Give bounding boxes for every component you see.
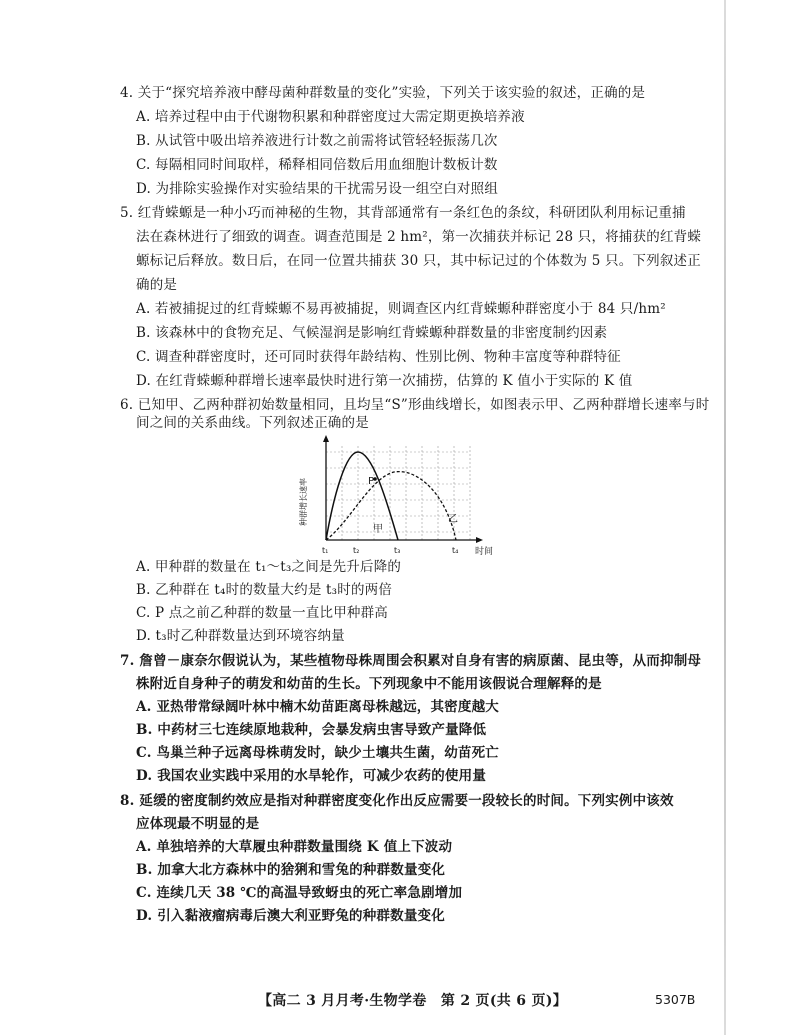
q6-option-a: A. 甲种群的数量在 t₁～t₃之间是先升后降的 xyxy=(136,559,402,575)
tick-t3: t₃ xyxy=(394,546,401,555)
tick-t1: t₁ xyxy=(322,546,329,555)
q8-stem-line-2: 应体现最不明显的是 xyxy=(136,816,260,832)
q4-option-a: A. 培养过程中由于代谢物积累和种群密度过大需定期更换培养液 xyxy=(136,109,525,125)
q7-option-b: B. 中药材三七连续原地栽种，会暴发病虫害导致产量降低 xyxy=(136,722,487,738)
q5-stem-line-4: 确的是 xyxy=(136,277,178,293)
q8-option-a: A. 单独培养的大草履虫种群数量围绕 K 值上下波动 xyxy=(136,839,453,855)
q6-option-c: C. P 点之前乙种群的数量一直比甲种群高 xyxy=(136,605,389,621)
q4-option-b: B. 从试管中吸出培养液进行计数之前需将试管轻轻振荡几次 xyxy=(136,133,498,149)
q8-option-b: B. 加拿大北方森林中的猞猁和雪兔的种群数量变化 xyxy=(136,862,446,878)
q5-option-d: D. 在红背蝾螈种群增长速率最快时进行第一次捕捞，估算的 K 值小于实际的 K 值 xyxy=(136,373,633,389)
curve-yi xyxy=(326,472,456,540)
q7-stem-line-1: 7. 詹曾－康奈尔假说认为，某些植物母株周围会积累对自身有害的病原菌、昆虫等，从而抑制母 xyxy=(120,653,702,669)
y-axis-label: 种群增长速率 xyxy=(299,478,308,526)
q7-option-c: C. 鸟巢兰种子远离母株萌发时，缺少土壤共生菌，幼苗死亡 xyxy=(136,745,500,761)
curve-jia xyxy=(326,452,398,540)
q4-stem: 4. 关于“探究培养液中酵母菌种群数量的变化”实验，下列关于该实验的叙述，正确的是 xyxy=(120,85,646,101)
q5-option-b: B. 该森林中的食物充足、气候湿润是影响红背蝾螈种群数量的非密度制约因素 xyxy=(136,325,608,341)
page-footer: 【高二 3 月月考·生物学卷 第 2 页(共 6 页)】 xyxy=(258,993,567,1009)
y-axis-arrow xyxy=(323,435,329,442)
q4-option-d: D. 为排除实验操作对实验结果的干扰需另设一组空白对照组 xyxy=(136,181,499,197)
q6-option-d: D. t₃时乙种群数量达到环境容纳量 xyxy=(136,628,345,644)
q5-option-c: C. 调查种群密度时，还可同时获得年龄结构、性别比例、物种丰富度等种群特征 xyxy=(136,349,621,365)
growth-rate-graph xyxy=(300,432,500,558)
q4-option-c: C. 每隔相同时间取样，稀释相同倍数后用血细胞计数板计数 xyxy=(136,157,498,173)
curve-jia-label: 甲 xyxy=(373,524,383,535)
tick-t2: t₂ xyxy=(353,546,360,555)
q8-option-c: C. 连续几天 38 ℃的高温导致蚜虫的死亡率急剧增加 xyxy=(136,885,463,901)
q6-stem-line-1: 6. 已知甲、乙两种群初始数量相同，且均呈“S”形曲线增长，如图表示甲、乙两种群增长速率与时 xyxy=(120,397,710,413)
point-p-label: P xyxy=(368,476,375,487)
exam-code: 5307B xyxy=(655,992,696,1007)
q6-option-b: B. 乙种群在 t₄时的数量大约是 t₃时的两倍 xyxy=(136,582,393,598)
q5-stem-line-1: 5. 红背蝾螈是一种小巧而神秘的生物，其背部通常有一条红色的条纹，科研团队利用标记重捕 xyxy=(120,205,686,221)
graph-grid xyxy=(326,446,470,540)
q5-stem-line-3: 螈标记后释放。数日后，在同一位置共捕获 30 只，其中标记过的个体数为 5 只。下列叙述正 xyxy=(136,253,701,269)
q7-stem-line-2: 株附近自身种子的萌发和幼苗的生长。下列现象中不能用该假说合理解释的是 xyxy=(136,676,602,692)
q5-stem-line-2: 法在森林进行了细致的调查。调查范围是 2 hm²，第一次捕获并标记 28 只，将捕获的红背蝾 xyxy=(136,229,702,245)
x-axis-arrow xyxy=(476,537,483,543)
q6-stem-line-2: 间之间的关系曲线。下列叙述正确的是 xyxy=(136,415,369,431)
page-edge xyxy=(724,0,726,1035)
q8-option-d: D. 引入黏液瘤病毒后澳大利亚野兔的种群数量变化 xyxy=(136,908,445,924)
q5-option-a: A. 若被捕捉过的红背蝾螈不易再被捕捉，则调查区内红背蝾螈种群密度小于 84 只/hm² xyxy=(136,301,666,317)
tick-t4: t₄ xyxy=(452,546,459,555)
q7-option-d: D. 我国农业实践中采用的水旱轮作，可减少农药的使用量 xyxy=(136,768,487,784)
x-axis-label: 时间 xyxy=(475,547,494,557)
q7-option-a: A. 亚热带常绿阔叶林中楠木幼苗距离母株越远，其密度越大 xyxy=(136,699,499,715)
q8-stem-line-1: 8. 延缓的密度制约效应是指对种群密度变化作出反应需要一段较长的时间。下列实例中该效 xyxy=(120,793,674,809)
curve-yi-label: 乙 xyxy=(448,514,458,525)
